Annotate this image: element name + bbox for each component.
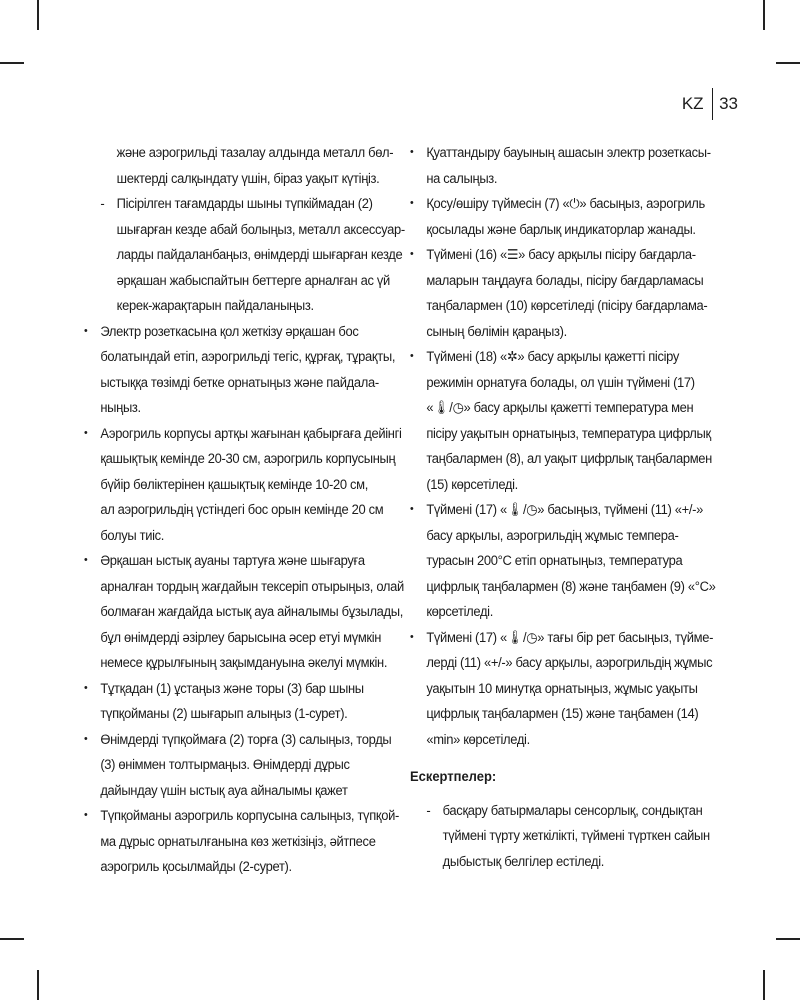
continued-paragraph (84, 140, 406, 191)
page-number: 33 (719, 94, 738, 113)
text-line: уақытын 10 минутқа орнатыңыз, жұмыс уақыты (426, 680, 698, 696)
text-line: Қосу/өшіру түймесін (7) «⏻» басыңыз, аэрогриль (426, 196, 705, 211)
notes-title: Ескертпелер: (410, 769, 497, 784)
crop-mark (776, 938, 800, 940)
note-item (410, 798, 708, 875)
bullet-marker: • (410, 248, 414, 260)
text-line: Электр розеткасына қол жеткізу әрқашан бос (100, 323, 359, 339)
language-code: KZ (681, 94, 704, 113)
text-line: түпқойманы (2) шығарып алыңыз (1-сурет). (100, 706, 348, 721)
bullet-item (84, 421, 406, 549)
bullet-item (410, 191, 708, 242)
text-line: ыстыққа төзімді бетке орнатыңыз және пайдала- (100, 374, 379, 390)
text-line: Түймені (17) «🌡/◷» тағы бір рет басыңыз, түйме- (426, 629, 714, 645)
text-line: аэрогриль қосылмайды (2-сурет). (100, 859, 292, 874)
bullet-item (84, 319, 406, 421)
crop-mark (37, 0, 39, 30)
text-line: және аэрогрильді тазалау алдында металл бөл- (116, 145, 394, 160)
crop-mark (763, 0, 765, 30)
text-line: цифрлық таңбалармен (8) және таңбамен (9) «°С» (426, 578, 716, 594)
text-line: Түймені (16) «☰» басу арқылы пісіру бағдарла- (426, 247, 696, 262)
dash-marker: - (426, 802, 431, 818)
bullet-marker: • (410, 197, 414, 209)
bullet-marker: • (410, 146, 414, 158)
text-line: шектерді салқындату үшін, біраз уақыт күтіңіз. (116, 170, 380, 186)
text-line: болуы тиіс. (100, 527, 165, 543)
bullet-marker: • (84, 809, 88, 821)
text-line: Өнімдерді түпқоймаға (2) торға (3) салыңыз, торды (100, 731, 392, 747)
crop-mark (0, 62, 24, 64)
text-line: режимін орнатуға болады, ол үшін түймені (17) (426, 374, 695, 390)
text-line: басқару батырмалары сенсорлық, сондықтан (442, 802, 703, 818)
text-line: маларын таңдауға болады, пісіру бағдарламасы (426, 272, 704, 288)
right-column (410, 140, 716, 874)
bullet-item (410, 344, 713, 497)
text-line: цифрлық таңбалармен (15) және таңбамен (14) (426, 706, 699, 721)
text-line: турасын 200°С етіп орнатыңыз, температура (426, 553, 683, 568)
crop-mark (37, 970, 39, 1000)
bullet-marker: • (84, 426, 88, 439)
text-line: көрсетіледі. (426, 604, 493, 619)
bullet-marker: • (84, 732, 88, 745)
text-line: Әрқашан ыстық ауаны тартуға және шығаруға (100, 553, 365, 568)
text-line: әрқашан жабыспайтын беттерге арналған ас үй (116, 272, 390, 288)
text-line: бұл өнімдерді әзірлеу барысына әсер етуі мүмкін (100, 629, 382, 645)
text-line: қосылады және барлық индикаторлар жанады. (426, 221, 696, 237)
bullet-marker: • (84, 681, 88, 694)
crop-mark (763, 970, 765, 1000)
text-line: «🌡/◷» басу арқылы қажетті температура мен (426, 400, 694, 415)
bullet-marker: • (84, 554, 88, 566)
text-line: Түймені (18) «✲» басу арқылы қажетті пісіру (426, 349, 680, 364)
bullet-item (84, 548, 406, 676)
bullet-item (410, 242, 708, 344)
text-line: таңбалармен (10) көрсетіледі (пісіру бағдарлама- (426, 298, 708, 313)
dash-item (84, 191, 406, 319)
text-line: Тұтқадан (1) ұстаңыз және торы (3) бар шыны (100, 680, 364, 696)
text-line: на салыңыз. (426, 170, 498, 186)
bullet-marker: • (410, 350, 414, 362)
bullet-item (410, 140, 711, 191)
text-line: (15) көрсетіледі. (426, 476, 518, 492)
text-line: түймені түрту жеткілікті, түймені түрткен сайын (442, 828, 710, 843)
text-line: ныңыз. (100, 400, 141, 415)
text-line: бүйір бөліктерінен қашықтық кемінде 10-20 см, (100, 476, 368, 492)
text-line: керек-жарақтарын пайдаланыңыз. (116, 298, 314, 313)
bullet-item (410, 497, 716, 625)
text-line: «min» көрсетіледі. (426, 731, 530, 747)
bullet-item (410, 625, 714, 753)
left-column (84, 140, 406, 880)
text-line: ма дұрыс орнатылғанына көз жеткізіңіз, әйтпесе (100, 833, 376, 849)
text-line: Түпқойманы аэрогриль корпусына салыңыз, түпқой- (100, 808, 399, 823)
text-line: арналған тордың жағдайын тексеріп отырыңыз, олай (100, 578, 404, 594)
text-line: пісіру уақытын орнатыңыз, температура цифрлық (426, 425, 711, 441)
bullet-item (84, 676, 406, 727)
text-line: Түймені (17) «🌡/◷» басыңыз, түймені (11) «+/-» (426, 502, 704, 517)
bullet-marker: • (84, 324, 88, 337)
text-line: таңбалармен (8), ал уақыт цифрлық таңбалармен (426, 451, 713, 466)
text-line: сының бөлімін қараңыз). (426, 323, 567, 339)
text-line: Пісірілген тағамдарды шыны түпкіймадан (2) (116, 196, 373, 211)
text-line: ларды пайдаланбаңыз, өнімдерді шығарған кезде (116, 247, 403, 262)
text-line: немесе құрылғының зақымдануына әкелуі мүмкін. (100, 655, 388, 670)
text-line: болмаған жағдайда ыстық ауа айналымы бұзылады, (100, 604, 404, 619)
text-line: басу арқылы, аэрогрильдің жұмыс темпера- (426, 527, 679, 543)
text-line: Қуаттандыру бауының ашасын электр розеткасы- (426, 145, 711, 160)
crop-mark (776, 62, 800, 64)
text-line: болатындай етіп, аэрогрильді тегіс, құрғақ, тұрақты, (100, 349, 396, 364)
crop-mark (0, 938, 24, 940)
page-header (682, 88, 738, 120)
dash-marker: - (100, 196, 105, 211)
text-line: дайындау үшін ыстық ауа айналымы қажет (100, 782, 348, 798)
text-line: ал аэрогрильдің үстіндегі бос орын кемінде 20 см (100, 502, 384, 517)
bullet-marker: • (410, 630, 414, 643)
bullet-marker: • (410, 503, 414, 515)
text-line: Аэрогриль корпусы артқы жағынан қабырғаға дейінгі (100, 425, 402, 441)
bullet-item (84, 803, 406, 880)
text-line: лерді (11) «+/-» басу арқылы, аэрогрильдің жұмыс (426, 655, 713, 670)
text-line: дыбыстық белгілер естіледі. (442, 853, 605, 869)
text-line: қашықтық кемінде 20-30 см, аэрогриль корпусының (100, 451, 396, 466)
bullet-item (84, 727, 406, 804)
header-separator (712, 88, 714, 120)
text-line: шығарған кезде абай болыңыз, металл аксессуар- (116, 221, 405, 237)
text-line: (3) өніммен толтырмаңыз. Өнімдерді дұрыс (100, 757, 350, 772)
